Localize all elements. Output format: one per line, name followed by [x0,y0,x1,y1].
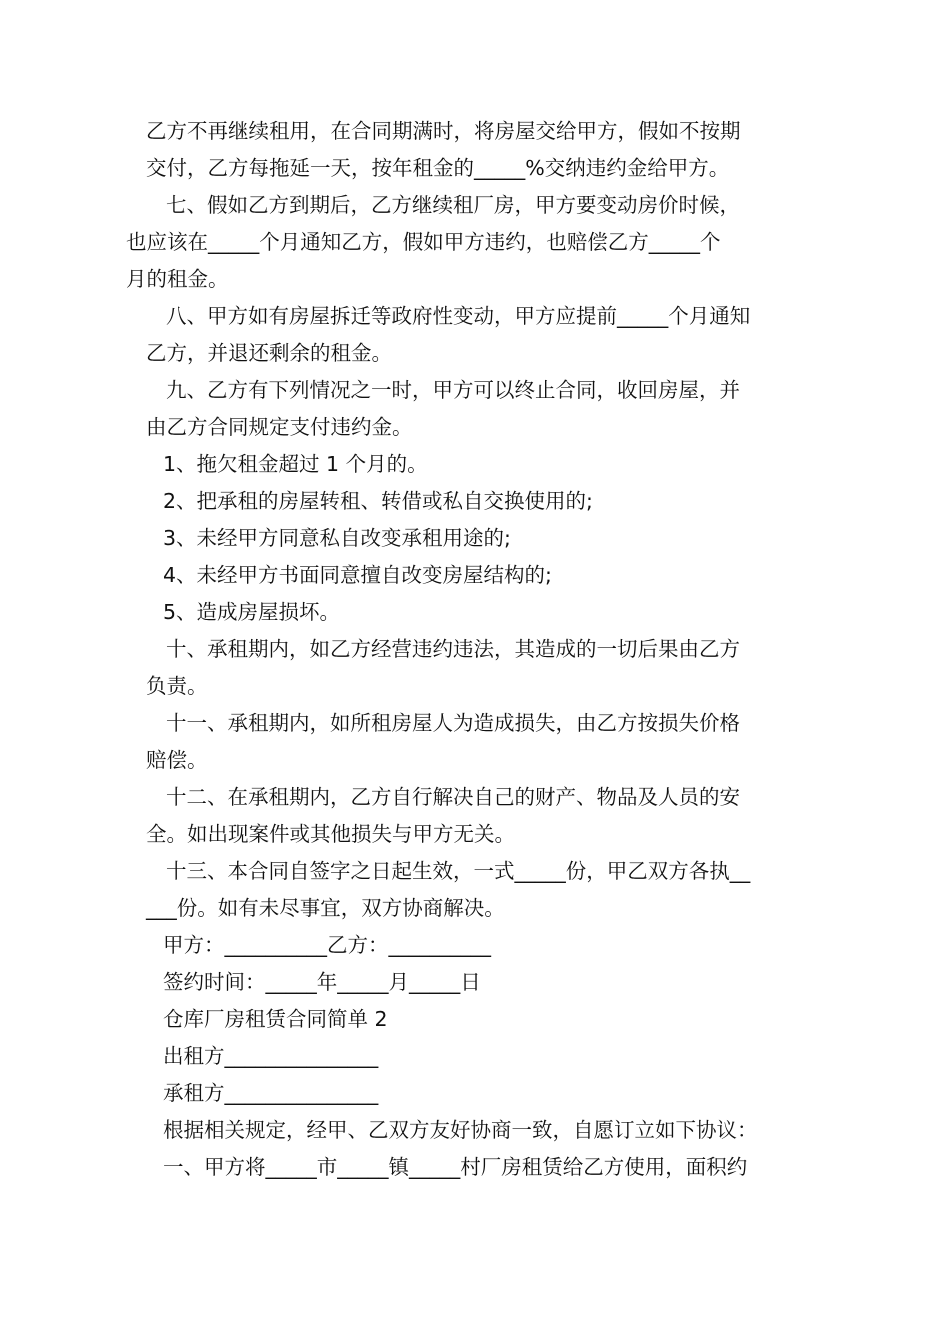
text-line: ___份。如有未尽事宜，双方协商解决。 [146,896,505,920]
paragraph [146,113,808,187]
clause-10 [146,631,808,705]
list-item: 5、造成房屋损坏。 [163,600,341,624]
lessor-line: 出租方_______________ [163,1044,379,1068]
document-body [126,113,808,1186]
text-line: 九、乙方有下列情况之一时，甲方可以终止合同，收回房屋，并 [166,378,740,402]
signature-date: 签约时间：_____年_____月_____日 [163,970,481,994]
list-item: 1、拖欠租金超过 1 个月的。 [163,452,428,476]
text-line: 十一、承租期内，如所租房屋人为造成损失，由乙方按损失价格 [166,711,740,735]
clause-11 [146,705,808,779]
list-item: 3、未经甲方同意私自改变承租用途的; [163,526,511,550]
signature-parties: 甲方：__________乙方：__________ [163,933,491,957]
intro-line: 根据相关规定，经甲、乙双方友好协商一致，自愿订立如下协议： [163,1118,758,1142]
clause-1-line: 一、甲方将_____市_____镇_____村厂房租赁给乙方使用，面积约 [163,1155,748,1179]
text-line: 十三、本合同自签字之日起生效，一式_____份，甲乙双方各执__ [166,859,751,883]
text-line: 乙方不再继续租用，在合同期满时，将房屋交给甲方，假如不按期 [146,119,741,143]
lessee-line: 承租方_______________ [163,1081,379,1105]
clause-8 [146,298,808,372]
text-line: 十、承租期内，如乙方经营违约违法，其造成的一切后果由乙方 [166,637,740,661]
clause-9 [146,372,808,446]
text-line: 乙方，并退还剩余的租金。 [146,341,392,365]
contract-2-title: 仓库厂房租赁合同简单 2 [163,1007,388,1031]
clause-7 [126,187,808,298]
clause-12 [146,779,808,853]
list-item: 4、未经甲方书面同意擅自改变房屋结构的; [163,563,552,587]
text-line: 七、假如乙方到期后，乙方继续租厂房，甲方要变动房价时候， [166,193,740,217]
text-line: 交付，乙方每拖延一天，按年租金的_____%交纳违约金给甲方。 [146,156,730,180]
text-line: 全。如出现案件或其他损失与甲方无关。 [146,822,515,846]
clause-13 [146,853,808,927]
list-item: 2、把承租的房屋转租、转借或私自交换使用的; [163,489,593,513]
text-line: 八、甲方如有房屋拆迁等政府性变动，甲方应提前_____个月通知 [166,304,751,328]
text-line: 负责。 [146,674,208,698]
text-line: 由乙方合同规定支付违约金。 [146,415,413,439]
text-line: 赔偿。 [146,748,208,772]
text-line: 十二、在承租期内，乙方自行解决自己的财产、物品及人员的安 [166,785,740,809]
text-line: 也应该在_____个月通知乙方，假如甲方违约，也赔偿乙方_____个 [126,230,721,254]
text-line: 月的租金。 [126,267,229,291]
